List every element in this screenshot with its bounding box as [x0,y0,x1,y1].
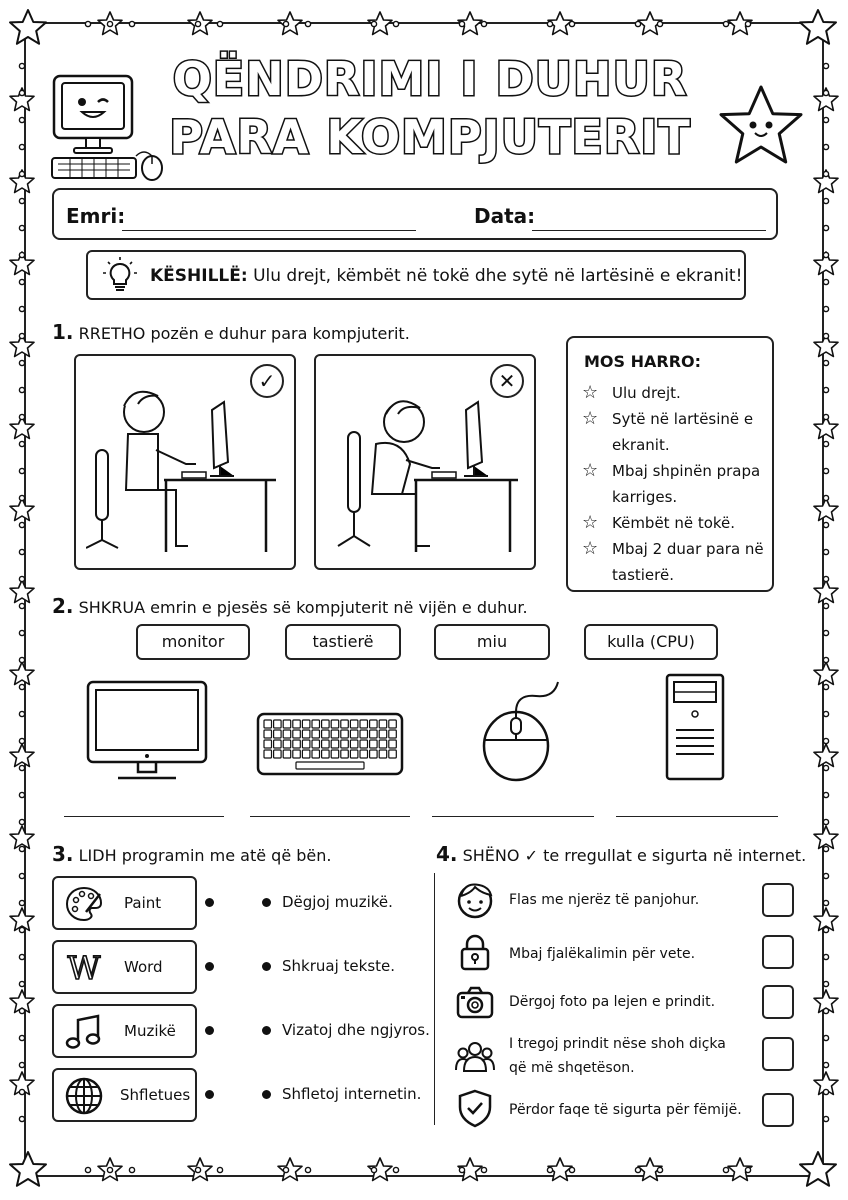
q4-verb: SHËNO [462,846,520,865]
match-dot-right[interactable] [262,1026,271,1035]
q2-heading [52,594,528,618]
rule-text [509,1032,726,1080]
mouse-icon [478,680,564,784]
answer-line-2[interactable] [250,816,410,817]
camera-icon [455,982,495,1022]
rule-line: Përdor faqe të sigurta për fëmijë. [509,1102,742,1118]
check-symbol-icon: ✓ [524,846,538,865]
name-date-box [52,188,778,240]
title-line-2: PARA KOMPJUTERIT [169,110,691,164]
q3-instruction: programin me atë që bën. [121,846,332,865]
page-title [150,50,710,166]
q4-number: 4. [436,842,458,866]
reminder-box [566,336,774,592]
shield-icon [455,1088,495,1128]
program-card-browser[interactable] [52,1068,197,1122]
globe-icon [64,1076,104,1116]
q4-heading [436,842,806,866]
reminder-item [582,536,772,588]
program-name: Shfletues [120,1086,191,1104]
rule-line: Dërgoj foto pa lejen e prindit. [509,994,716,1010]
reminder-item [582,458,772,510]
program-card-paint[interactable] [52,876,197,930]
rule-text [509,990,715,1014]
reminder-text: Ulu drejt. [612,384,681,402]
date-label: Data: [474,204,536,228]
reminder-title: MOS HARRO: [584,352,702,371]
word-icon [64,948,104,988]
word-chip-mouse[interactable]: miu [434,624,550,660]
reminder-list [582,380,772,588]
q1-heading [52,320,410,344]
rule-checkbox[interactable] [762,935,794,969]
match-dot-left[interactable] [205,898,214,907]
rule-line: I tregoj prindit nëse shoh diçka [509,1036,726,1052]
answer-line-4[interactable] [616,816,778,817]
rule-text [509,942,695,966]
q3-number: 3. [52,842,74,866]
star-bullet-icon: ☆ [582,408,599,429]
rule-line: Mbaj fjalëkalimin për vete. [509,946,696,962]
action-text: Shkruaj tekste. [282,957,396,975]
rule-text [509,1098,742,1122]
tip-message: Ulu drejt, këmbët në tokë dhe sytë në lartësinë e ekranit! [253,266,743,286]
match-dot-left[interactable] [205,1090,214,1099]
word-chip-keyboard[interactable]: tastierë [285,624,401,660]
reminder-item [582,510,772,536]
svg-text:W: W [67,949,101,987]
cpu-tower-icon [664,672,726,782]
monitor-icon [84,678,210,784]
rule-text [509,888,699,912]
match-dot-right[interactable] [262,962,271,971]
lightbulb-icon [100,256,140,296]
keyboard-icon [256,712,404,776]
tip-label: KËSHILLË: [150,266,248,286]
wrong-posture-picture[interactable] [314,354,536,570]
rule-line: që më shqetëson. [509,1060,635,1076]
match-dot-left[interactable] [205,1026,214,1035]
star-bullet-icon: ☆ [582,382,599,403]
match-dot-right[interactable] [262,898,271,907]
reminder-item [582,406,772,458]
action-text: Vizatoj dhe ngjyros. [282,1021,430,1039]
star-bullet-icon: ☆ [582,538,599,559]
title-line-1: QËNDRIMI I DUHUR [172,52,688,106]
q2-number: 2. [52,594,74,618]
child-slouching-illustration [326,370,526,560]
answer-line-3[interactable] [432,816,594,817]
match-dot-left[interactable] [205,962,214,971]
word-chip-cpu[interactable]: kulla (CPU) [584,624,718,660]
q3-heading [52,842,332,866]
program-name: Paint [124,894,162,912]
x-mark-icon: ✕ [490,364,524,398]
date-field[interactable] [532,230,766,231]
people-icon [455,1036,495,1076]
q1-instruction: pozën e duhur para kompjuterit. [150,324,410,343]
music-note-icon [64,1012,104,1052]
correct-posture-picture[interactable] [74,354,296,570]
action-text: Dëgjoj muzikë. [282,893,393,911]
reminder-text: Këmbët në tokë. [612,514,736,532]
smiling-star-icon [716,82,806,168]
palette-icon [64,884,104,924]
lock-icon [455,932,495,972]
answer-line-1[interactable] [64,816,224,817]
program-name: Muzikë [124,1022,176,1040]
reminder-text: Mbaj 2 duar para në tastierë. [612,540,764,584]
program-name: Word [124,958,163,976]
face-icon [455,880,495,920]
rule-checkbox[interactable] [762,883,794,917]
rule-checkbox[interactable] [762,1037,794,1071]
star-bullet-icon: ☆ [582,512,599,533]
tip-text [150,266,742,286]
name-field[interactable] [122,230,416,231]
rule-checkbox[interactable] [762,1093,794,1127]
q2-instruction: emrin e pjesës së kompjuterit në vijën e duhur. [150,598,528,617]
program-card-music[interactable] [52,1004,197,1058]
q2-verb: SHKRUA [78,598,146,617]
reminder-text: Mbaj shpinën prapa karriges. [612,462,761,506]
tip-box [86,250,746,300]
rule-checkbox[interactable] [762,985,794,1019]
match-dot-right[interactable] [262,1090,271,1099]
word-chip-monitor[interactable]: monitor [136,624,250,660]
computer-mascot-icon [48,72,166,184]
star-bullet-icon: ☆ [582,460,599,481]
reminder-item [582,380,772,406]
check-mark-icon: ✓ [250,364,284,398]
q1-number: 1. [52,320,74,344]
q3-verb: LIDH [78,846,117,865]
program-card-word[interactable] [52,940,197,994]
child-correct-posture-illustration [86,370,286,560]
reminder-text: Sytë në lartësinë e ekranit. [612,410,754,454]
name-label: Emri: [66,204,126,228]
q4-instruction: te rregullat e sigurta në internet. [543,846,807,865]
q1-verb: RRETHO [78,324,146,343]
section-divider [434,873,435,1125]
action-text: Shfletoj internetin. [282,1085,422,1103]
rule-line: Flas me njerëz të panjohur. [509,892,700,908]
